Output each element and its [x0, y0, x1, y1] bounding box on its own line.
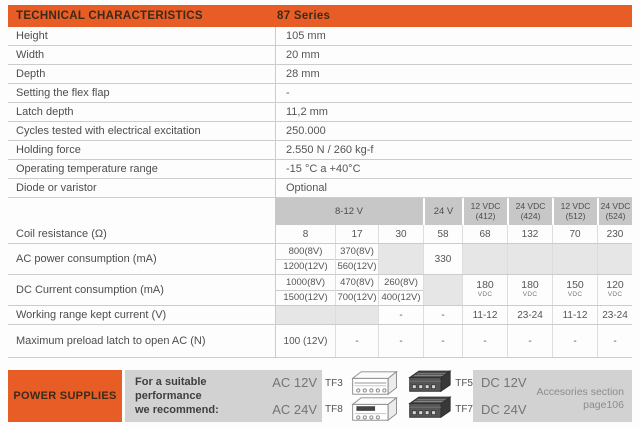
spec-label: Holding force	[16, 144, 81, 156]
coil-cell: 70	[552, 225, 597, 243]
row-label: Coil resistance (Ω)	[16, 228, 107, 240]
ac-voltage-labels	[272, 375, 322, 417]
row-coil-resistance	[8, 225, 632, 244]
spec-value: 250.000	[275, 122, 632, 140]
dc-power-supply-icon	[406, 395, 452, 423]
working-range-cell: -	[378, 306, 423, 324]
tf3-code: TF3	[325, 377, 343, 389]
dc-current-cell: 150 VDC	[552, 275, 597, 305]
dc-current-cell: 120 VDC	[597, 275, 632, 305]
coil-cell: 8	[275, 225, 335, 243]
working-range-cell-empty	[275, 306, 335, 324]
col-header-24vdc-524: 24 VDC (524)	[597, 198, 632, 225]
spec-value: Optional	[275, 179, 632, 197]
transformer-row-12v	[322, 370, 473, 396]
row-ac-power	[8, 244, 632, 275]
voltage-header-row	[8, 198, 632, 225]
working-range-cell: 11-12	[552, 306, 597, 324]
coil-cell: 30	[378, 225, 423, 243]
coil-cell: 132	[507, 225, 552, 243]
working-range-cell: 11-12	[462, 306, 507, 324]
dc-12v-label: DC 12V	[481, 375, 527, 390]
spec-value: 20 mm	[275, 46, 632, 64]
spec-label: Depth	[16, 68, 46, 80]
spec-label: Width	[16, 49, 45, 61]
ac-power-cell: 330	[423, 244, 462, 274]
preload-cell: -	[597, 325, 632, 357]
col-header-8-12v: 8-12 V	[275, 198, 423, 225]
power-supplies-section	[8, 370, 632, 422]
col-header-12vdc-412: 12 VDC (412)	[462, 198, 507, 225]
tf7-code: TF7	[455, 403, 473, 415]
header-spacer	[8, 198, 275, 225]
preload-cell: -	[335, 325, 378, 357]
row-label: AC power consumption (mA)	[16, 253, 157, 265]
coil-cell: 17	[335, 225, 378, 243]
spec-label: Height	[16, 30, 48, 42]
spec-label: Setting the flex flap	[16, 87, 110, 99]
row-dc-current	[8, 275, 632, 306]
dc-current-cell: 1000(8V) 1500(12V)	[275, 275, 335, 305]
col-header-24vdc-424: 24 VDC (424)	[507, 198, 552, 225]
preload-cell: -	[423, 325, 462, 357]
spec-label: Operating temperature range	[16, 163, 158, 175]
spec-row-latch-depth	[8, 103, 632, 122]
dc-power-supply-icon	[406, 369, 452, 397]
row-max-preload	[8, 325, 632, 358]
col-header-12vdc-512: 12 VDC (512)	[552, 198, 597, 225]
spec-value: -15 °C a +40°C	[275, 160, 632, 178]
working-range-cell: 23-24	[507, 306, 552, 324]
row-label: DC Current consumption (mA)	[16, 284, 164, 296]
dc-current-cell: 260(8V) 400(12V)	[378, 275, 423, 305]
recommendation-panel	[125, 370, 322, 422]
spec-value: -	[275, 84, 632, 102]
working-range-cell: 23-24	[597, 306, 632, 324]
spec-row-temperature	[8, 160, 632, 179]
preload-cell: -	[462, 325, 507, 357]
col-header-24v: 24 V	[423, 198, 462, 225]
preload-cell: -	[552, 325, 597, 357]
dc-voltage-labels	[473, 375, 527, 417]
row-label: Working range kept current (V)	[16, 309, 167, 321]
spec-row-height	[8, 27, 632, 46]
row-working-range	[8, 306, 632, 325]
dc-current-cell: 180 VDC	[462, 275, 507, 305]
working-range-cell-empty	[335, 306, 378, 324]
dc-24v-label: DC 24V	[481, 402, 527, 417]
transformer-models	[322, 370, 473, 422]
accessories-reference: Accesories section page106	[536, 386, 624, 411]
spec-row-cycles	[8, 122, 632, 141]
spec-label: Latch depth	[16, 106, 74, 118]
spec-row-flex-flap	[8, 84, 632, 103]
coil-cell: 58	[423, 225, 462, 243]
preload-cell: -	[378, 325, 423, 357]
table-header-bar	[8, 5, 632, 27]
row-label: Maximum preload latch to open AC (N)	[16, 335, 206, 347]
coil-cell: 230	[597, 225, 632, 243]
ac-power-cell: 800(8V) 1200(12V)	[275, 244, 335, 274]
ac-power-cell-empty	[552, 244, 597, 274]
coil-cell: 68	[462, 225, 507, 243]
spec-row-holding-force	[8, 141, 632, 160]
spec-value: 2.550 N / 260 kg-f	[275, 141, 632, 159]
power-supplies-title: POWER SUPPLIES	[8, 370, 122, 422]
working-range-cell: -	[423, 306, 462, 324]
ac-power-cell-empty	[507, 244, 552, 274]
transformer-row-24v	[322, 396, 473, 422]
tf5-code: TF5	[455, 377, 473, 389]
spec-row-width	[8, 46, 632, 65]
ac-transformer-icon	[346, 369, 406, 397]
spec-label: Cycles tested with electrical excitation	[16, 125, 201, 137]
ac-power-cell-empty	[462, 244, 507, 274]
spec-row-diode	[8, 179, 632, 198]
dc-panel	[473, 370, 632, 422]
preload-cell: -	[507, 325, 552, 357]
spec-value: 11,2 mm	[275, 103, 632, 121]
table-title: TECHNICAL CHARACTERISTICS	[16, 10, 203, 22]
technical-table	[8, 5, 632, 358]
ac-power-cell-empty	[378, 244, 423, 274]
ac-power-cell-empty	[597, 244, 632, 274]
spec-row-depth	[8, 65, 632, 84]
recommendation-text: For a suitable performance we recommend:	[135, 376, 219, 416]
tf8-code: TF8	[325, 403, 343, 415]
spec-value: 105 mm	[275, 27, 632, 45]
series-label: 87 Series	[277, 10, 331, 22]
dc-current-cell: 470(8V) 700(12V)	[335, 275, 378, 305]
preload-cell: 100 (12V)	[275, 325, 335, 357]
ac-24v-label: AC 24V	[272, 402, 317, 417]
spec-label: Diode or varistor	[16, 182, 97, 194]
ac-power-cell: 370(8V) 560(12V)	[335, 244, 378, 274]
dc-current-cell-empty	[423, 275, 462, 305]
ac-12v-label: AC 12V	[272, 375, 317, 390]
spec-value: 28 mm	[275, 65, 632, 83]
dc-current-cell: 180 VDC	[507, 275, 552, 305]
ac-transformer-icon	[346, 395, 406, 423]
